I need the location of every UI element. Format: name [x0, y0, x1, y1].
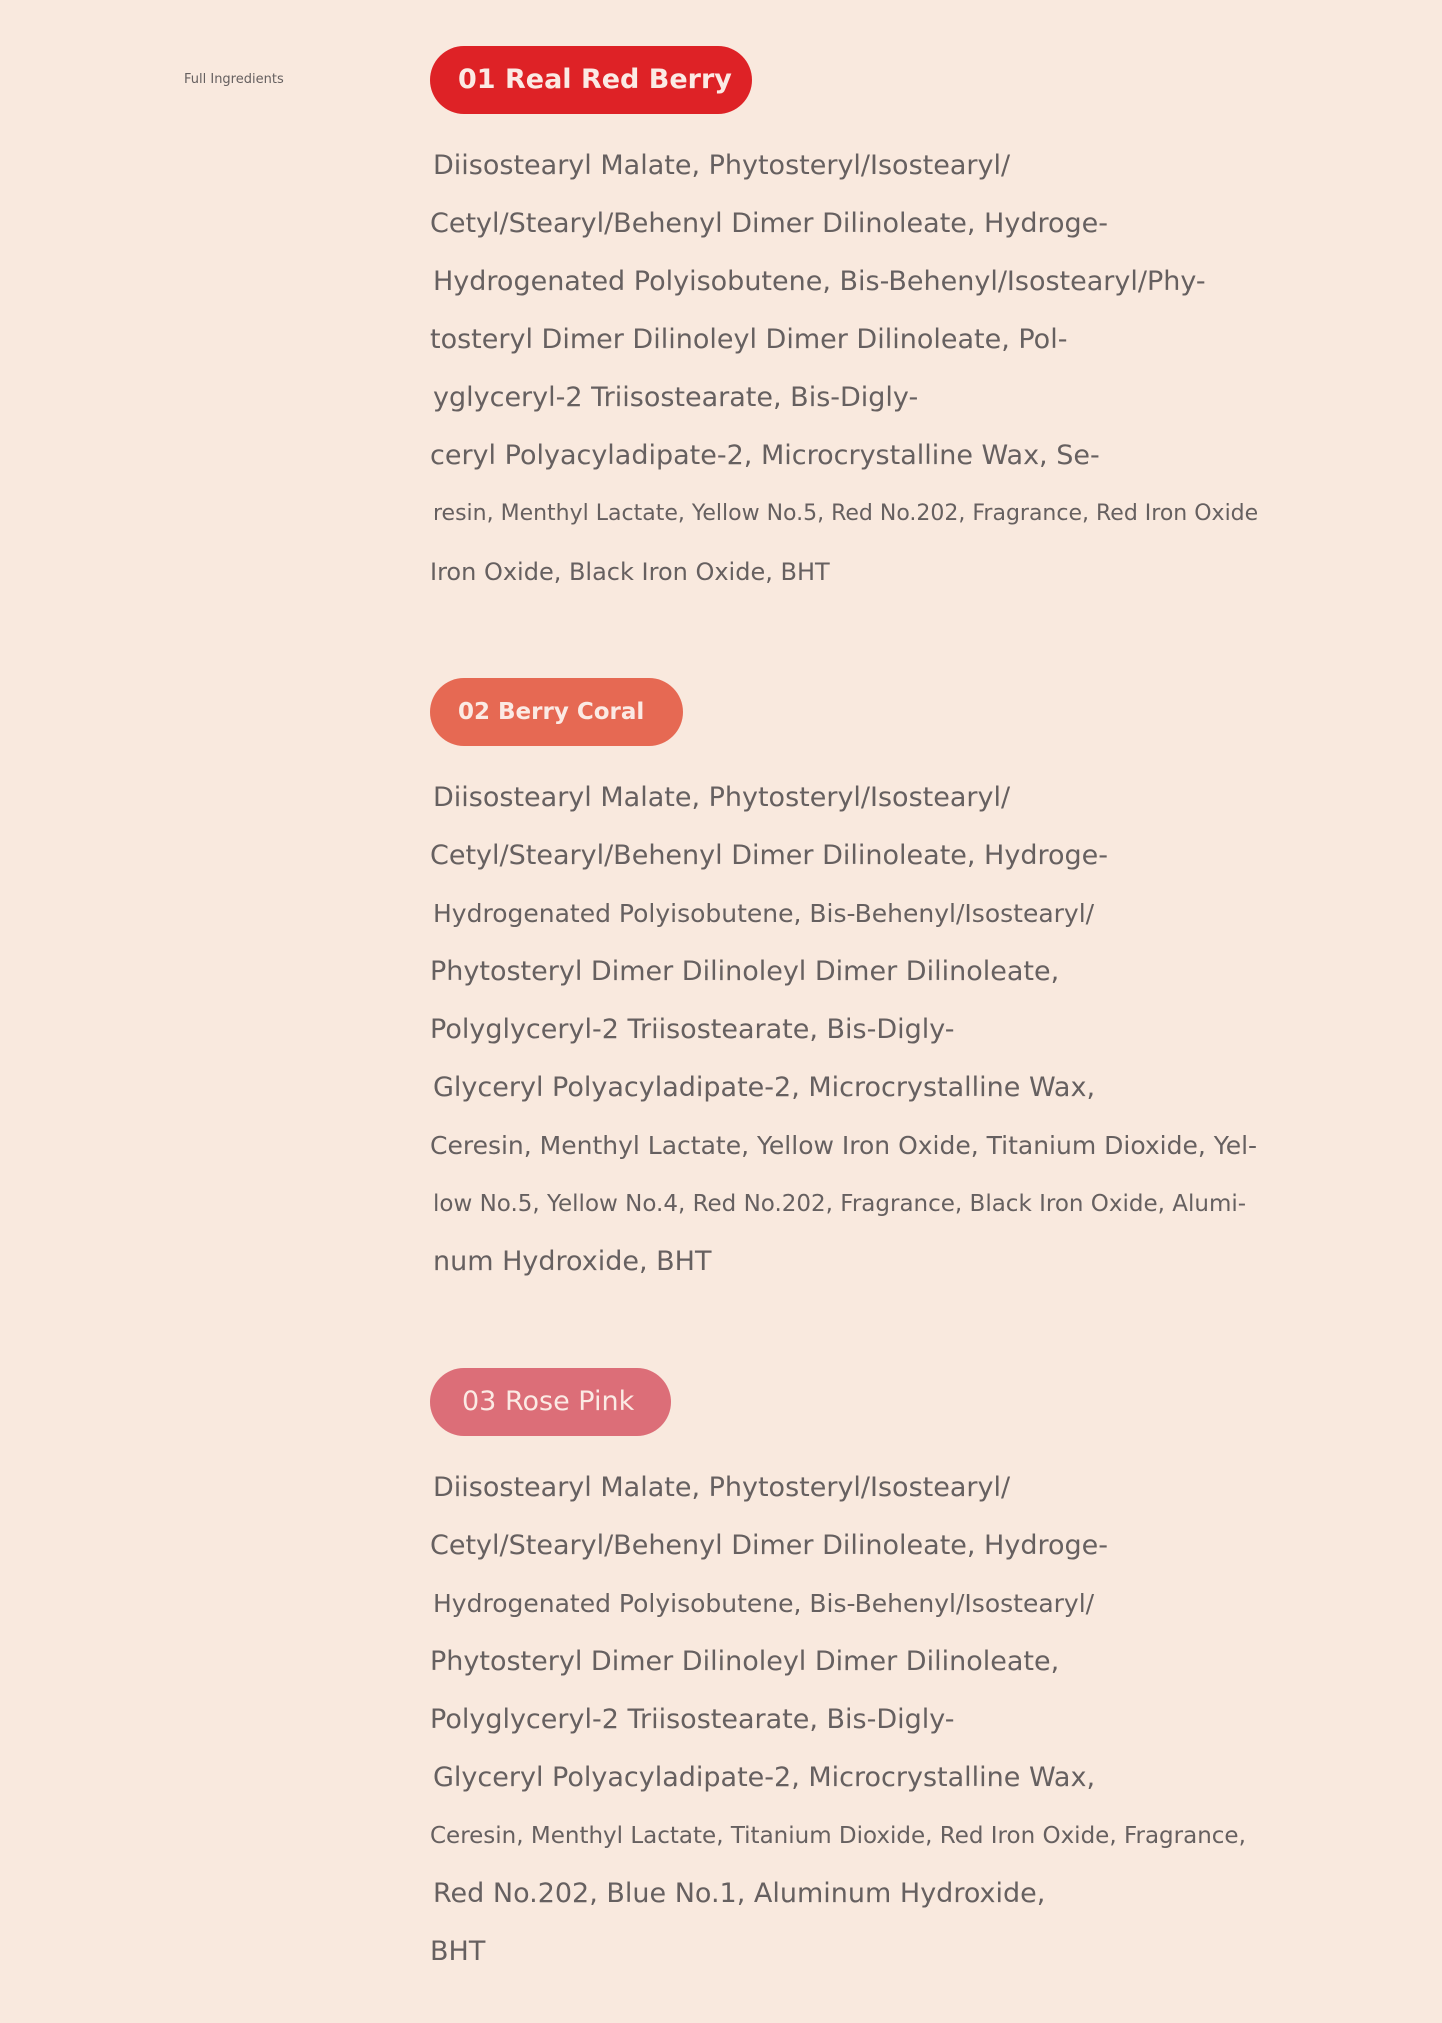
ingredient-list	[430, 137, 1350, 601]
ingredient-list	[430, 1459, 1350, 1981]
full-ingredients-label: Full Ingredients	[184, 72, 284, 87]
ingredient-line: Red No.202, Blue No.1, Aluminum Hydroxide,	[433, 1878, 1046, 1909]
ingredient-line: Diisostearyl Malate, Phytosteryl/Isostearyl/	[433, 1472, 1011, 1503]
ingredient-line: resin, Menthyl Lactate, Yellow No.5, Red No.202, Fragrance, Red Iron Oxide	[433, 501, 1259, 526]
ingredient-line: Hydrogenated Polyisobutene, Bis-Behenyl/Isostearyl/Phy-	[433, 266, 1206, 297]
ingredient-line: Diisostearyl Malate, Phytosteryl/Isostearyl/	[433, 782, 1011, 813]
ingredient-line: Hydrogenated Polyisobutene, Bis-Behenyl/Isostearyl/	[433, 899, 1095, 928]
ingredient-line: Ceresin, Menthyl Lactate, Yellow Iron Oxide, Titanium Dioxide, Yel-	[430, 1131, 1258, 1160]
ingredient-line: Phytosteryl Dimer Dilinoleyl Dimer Dilinoleate,	[430, 1646, 1060, 1677]
ingredient-line: Phytosteryl Dimer Dilinoleyl Dimer Dilinoleate,	[430, 956, 1060, 987]
ingredient-line: Cetyl/Stearyl/Behenyl Dimer Dilinoleate, Hydroge-	[430, 840, 1108, 871]
ingredient-line: Cetyl/Stearyl/Behenyl Dimer Dilinoleate, Hydroge-	[430, 1530, 1108, 1561]
product-section-real-red-berry	[430, 46, 1350, 601]
ingredient-line: Ceresin, Menthyl Lactate, Titanium Dioxide, Red Iron Oxide, Fragrance,	[430, 1823, 1246, 1849]
ingredient-line: BHT	[430, 1936, 486, 1967]
ingredient-list	[430, 769, 1350, 1291]
ingredient-line: low No.5, Yellow No.4, Red No.202, Fragrance, Black Iron Oxide, Alumi-	[433, 1191, 1247, 1217]
ingredient-line: Glyceryl Polyacyladipate-2, Microcrystalline Wax,	[433, 1072, 1096, 1103]
ingredient-line: Iron Oxide, Black Iron Oxide, BHT	[430, 558, 830, 586]
ingredient-line: Polyglyceryl-2 Triisostearate, Bis-Digly-	[430, 1704, 955, 1735]
ingredient-line: ceryl Polyacyladipate-2, Microcrystalline Wax, Se-	[430, 440, 1100, 471]
ingredient-line: Polyglyceryl-2 Triisostearate, Bis-Digly-	[430, 1014, 955, 1045]
product-name-badge: 01 Real Red Berry	[430, 46, 752, 114]
product-section-berry-coral	[430, 678, 1350, 1291]
product-name-badge: 02 Berry Coral	[430, 678, 683, 746]
ingredient-line: Diisostearyl Malate, Phytosteryl/Isostearyl/	[433, 150, 1011, 181]
ingredient-line: tosteryl Dimer Dilinoleyl Dimer Dilinoleate, Pol-	[430, 324, 1068, 355]
ingredient-line: Glyceryl Polyacyladipate-2, Microcrystalline Wax,	[433, 1762, 1096, 1793]
product-name-badge: 03 Rose Pink	[430, 1368, 671, 1436]
ingredient-line: yglyceryl-2 Triisostearate, Bis-Digly-	[433, 382, 919, 413]
product-section-rose-pink	[430, 1368, 1350, 1981]
ingredient-line: Cetyl/Stearyl/Behenyl Dimer Dilinoleate, Hydroge-	[430, 208, 1108, 239]
ingredient-line: num Hydroxide, BHT	[433, 1246, 712, 1277]
ingredient-line: Hydrogenated Polyisobutene, Bis-Behenyl/Isostearyl/	[433, 1589, 1095, 1618]
